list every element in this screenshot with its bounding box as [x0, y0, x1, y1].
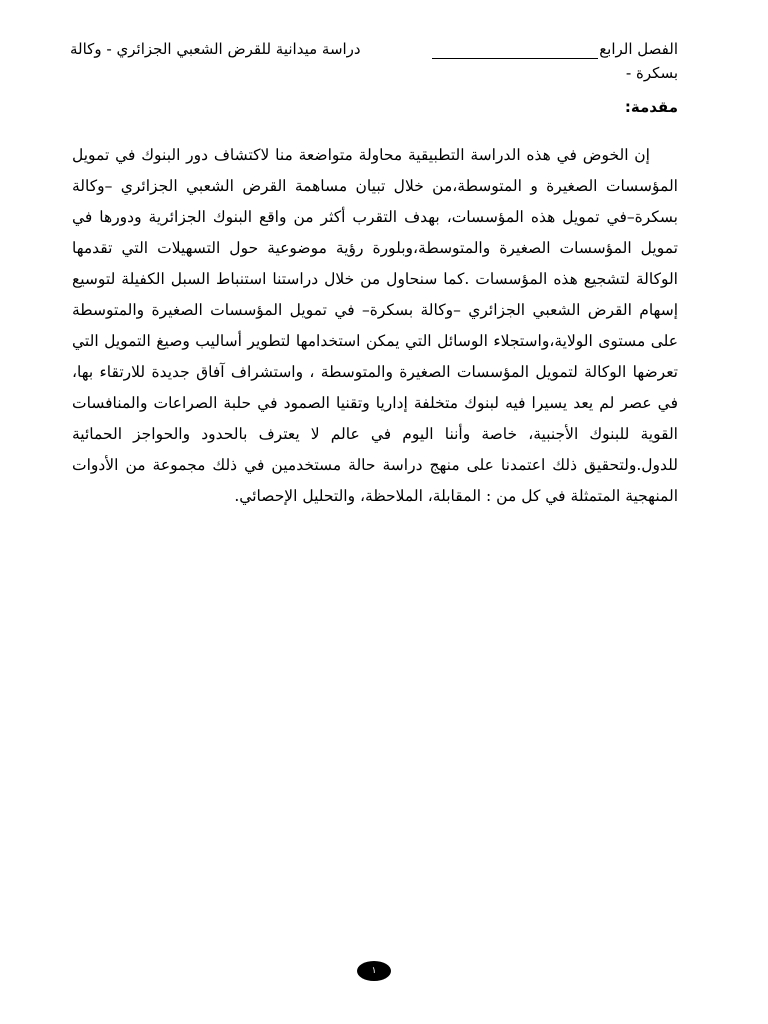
running-header [70, 38, 678, 88]
page-number-badge: ١ [357, 961, 391, 981]
study-title: دراسة ميدانية للقرض الشعبي الجزائري - وكالة [70, 40, 361, 58]
chapter-label: الفصل الرابع [599, 40, 678, 58]
header-rule-line [432, 58, 598, 59]
intro-paragraph: إن الخوض في هذه الدراسة التطبيقية محاولة متواضعة منا لاكتشاف دور البنوك في تمويل المؤسسات الصغيرة و المتوسطة،من خلال تبيان مساهمة القرض الشعبي الجزائري –وكالة بسكرة–في تمويل هذه المؤسسات، بهدف التقرب أكثر من واقع البنوك الجزائرية ودورها في تمويل المؤسسات الصغيرة والمتوسطة،وبلورة رؤية موضوعية حول التسهيلات التي تقدمها الوكالة لتشجيع هذه المؤسسات .كما سنحاول من خلال دراستنا استنباط السبل الكفيلة لتوسيع إسهام القرض الشعبي الجزائري –وكالة بسكرة– في تمويل المؤسسات الصغيرة والمتوسطة على مستوى الولاية،واستجلاء الوسائل التي يمكن استخدامها لتطوير أساليب وصيغ التمويل التي تعرضها الوكالة لتمويل المؤسسات الصغيرة والمتوسطة ، واستشراف آفاق جديدة للارتقاء بها، في عصر لم يعد يسيرا فيه لبنوك متخلفة إداريا وتقنيا الصمود في حلبة الصراعات والمنافسات القوية للبنوك الأجنبية، خاصة وأننا اليوم في عالم لا يعترف بالحدود والحواجز الحمائية للدول.ولتحقيق ذلك اعتمدنا على منهج دراسة حالة مستخدمين في ذلك مجموعة من الأدوات المنهجية المتمثلة في كل من : المقابلة، الملاحظة، والتحليل الإحصائي. [72, 146, 678, 505]
section-heading: مقدمة: [624, 98, 678, 116]
study-title-continued: بسكرة - [625, 64, 678, 82]
